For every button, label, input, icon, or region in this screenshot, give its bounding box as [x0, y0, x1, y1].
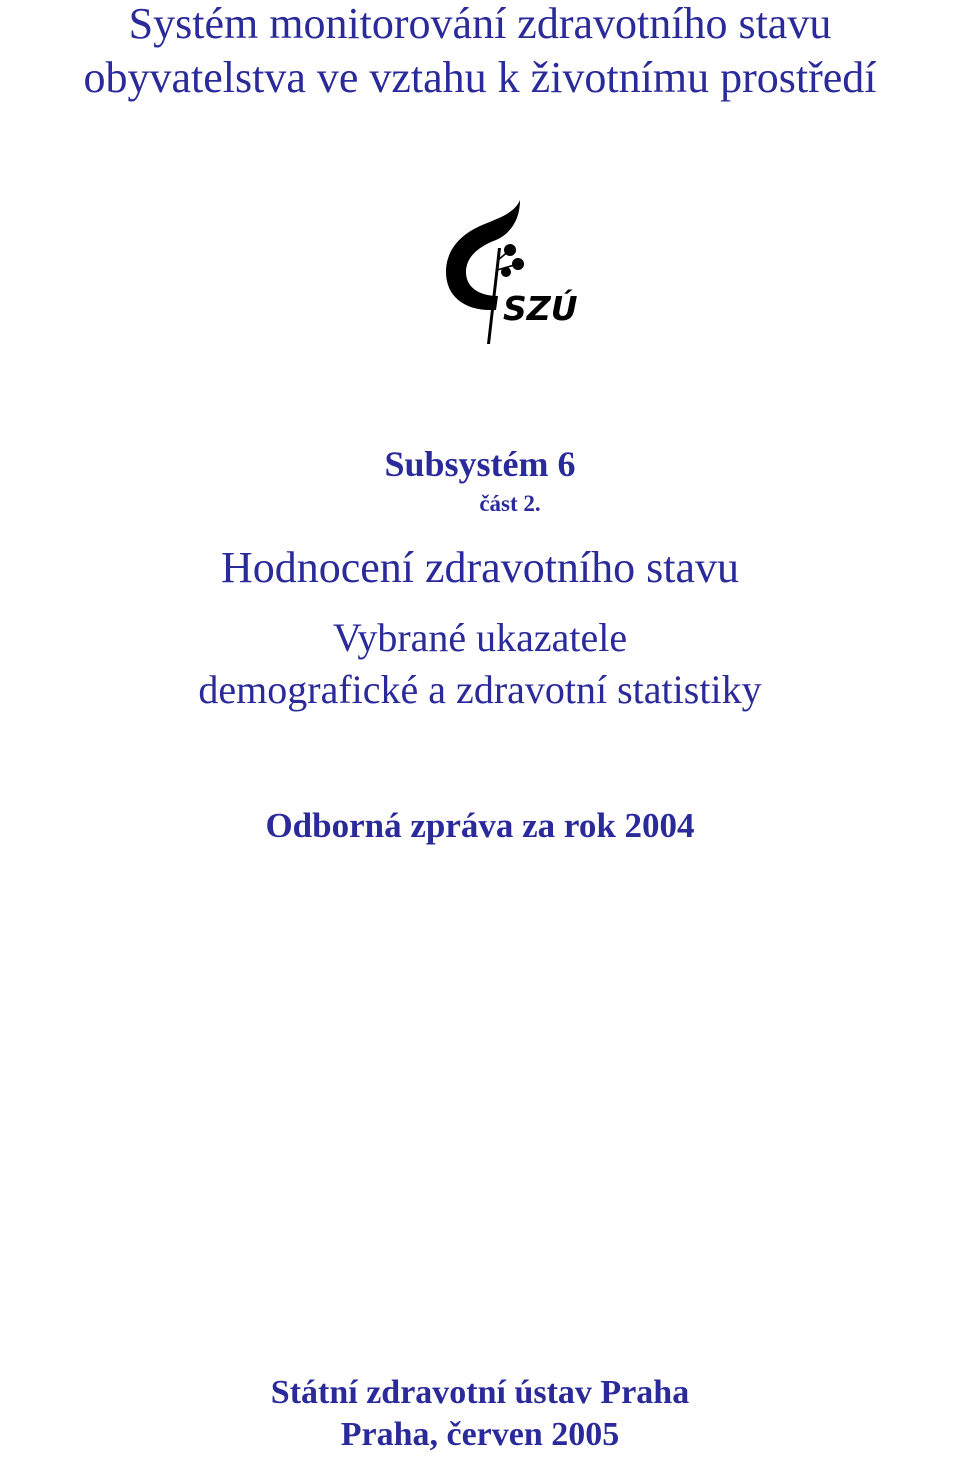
institution-name: Státní zdravotní ústav Praha — [270, 1374, 690, 1411]
svg-text:SZÚ: SZÚ — [503, 289, 578, 328]
main-title: Hodnocení zdravotního stavu — [220, 543, 740, 592]
series-title-line-2: obyvatelstva ve vztahu k životnímu prostředí — [83, 53, 877, 102]
series-title-line-1: Systém monitorování zdravotního stavu — [128, 0, 832, 48]
report-label: Odborná zpráva za rok 2004 — [265, 806, 695, 845]
part-label: část 2. — [479, 491, 541, 516]
subtitle-line-1: Vybrané ukazatele — [332, 615, 628, 660]
subtitle-line-2: demografické a zdravotní statistiky — [198, 667, 762, 712]
szu-logo-icon — [440, 196, 600, 348]
place-date: Praha, červen 2005 — [340, 1416, 620, 1453]
subsystem-label: Subsystém 6 — [384, 444, 576, 484]
